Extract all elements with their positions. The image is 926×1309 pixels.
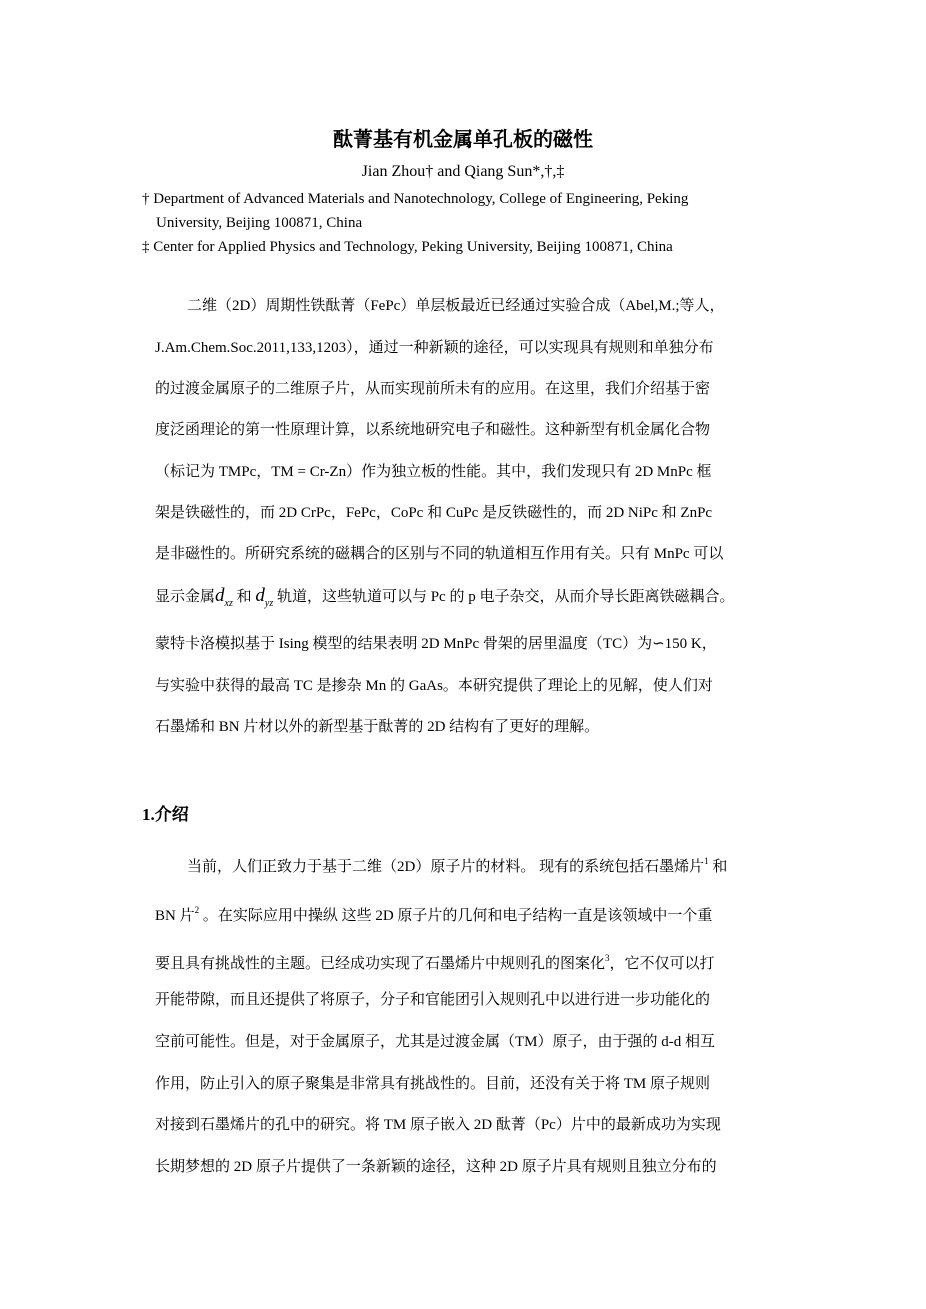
abstract-line: （标记为 TMPc，TM = Cr-Zn）作为独立板的性能。其中，我们发现只有 2D MnPc 框: [155, 464, 712, 480]
paper-title: 酞菁基有机金属单孔板的磁性: [333, 127, 593, 151]
affiliation-2: ‡ Center for Applied Physics and Technology, Peking University, Beijing 100871, China: [142, 239, 673, 255]
abstract-line: 架是铁磁性的，而 2D CrPc，FePc，CoPc 和 CuPc 是反铁磁性的，而 2D NiPc 和 ZnPc: [155, 505, 713, 521]
orbital-subscript-yz: yz: [264, 598, 274, 609]
intro-line: 对接到石墨烯片的孔中的研究。将 TM 原子嵌入 2D 酞菁（Pc）片中的最新成功为实现: [155, 1117, 721, 1133]
affiliation-1-line2: University, Beijing 100871, China: [156, 215, 363, 231]
citation-sup: 3: [605, 953, 610, 963]
citation-sup: 2: [194, 905, 200, 915]
intro-line: 长期梦想的 2D 原子片提供了一条新颖的途径，这种 2D 原子片具有规则且独立分布的: [155, 1159, 717, 1175]
abstract-line: 与实验中获得的最高 TC 是掺杂 Mn 的 GaAs。本研究提供了理论上的见解，使人们对: [155, 678, 713, 694]
abstract-line: 二维（2D）周期性铁酞菁（FePc）单层板最近已经通过实验合成（Abel,M.;等人，: [187, 298, 725, 314]
abstract-text: 显示金属: [155, 589, 216, 605]
abstract-line: 石墨烯和 BN 片材以外的新型基于酞菁的 2D 结构有了更好的理解。: [155, 719, 600, 735]
abstract-line-orbitals: [155, 586, 734, 614]
affiliation-1: [142, 187, 782, 235]
intro-line: [187, 851, 727, 877]
section-heading: 1.介绍: [142, 805, 189, 824]
abstract-line: 度泛函理论的第一性原理计算，以系统地研究电子和磁性。这种新型有机金属化合物: [155, 422, 711, 438]
affiliation-1-line1: † Department of Advanced Materials and Nanotechnology, College of Engineering, Peking: [142, 191, 689, 207]
abstract-text: 和: [232, 589, 256, 605]
abstract-line: J.Am.Chem.Soc.2011,133,1203），通过一种新颖的途径，可以实现具有规则和单独分布: [155, 340, 714, 356]
intro-text: BN 片: [155, 908, 195, 924]
author-line: Jian Zhou† and Qiang Sun*,†,‡: [361, 163, 565, 180]
citation-sup: 1: [704, 856, 709, 866]
orbital-subscript-xz: xz: [224, 598, 233, 609]
abstract-line: 蒙特卡洛模拟基于 Ising 模型的结果表明 2D MnPc 骨架的居里温度（TC）为∽150 K，: [155, 636, 717, 652]
intro-line: [155, 900, 712, 926]
intro-text: 当前，人们正致力于基于二维（2D）原子片的材料。 现有的系统包括石墨烯片: [187, 859, 705, 875]
intro-line: [155, 948, 715, 974]
abstract-line: 的过渡金属原子的二维原子片，从而实现前所未有的应用。在这里，我们介绍基于密: [155, 381, 711, 397]
intro-line: 作用，防止引入的原子聚集是非常具有挑战性的。目前，还没有关于将 TM 原子规则: [155, 1076, 711, 1092]
intro-line: 开能带隙，而且还提供了将原子，分子和官能团引入规则孔中以进行进一步功能化的: [155, 992, 711, 1008]
intro-line: 空前可能性。但是，对于金属原子，尤其是过渡金属（TM）原子，由于强的 d-d 相互: [155, 1034, 715, 1050]
d-orbital-symbol: d: [215, 585, 225, 606]
intro-text: ，它不仅可以打: [609, 956, 715, 972]
abstract-line: 是非磁性的。所研究系统的磁耦合的区别与不同的轨道相互作用有关。只有 MnPc 可以: [155, 546, 724, 562]
d-orbital-symbol: d: [255, 585, 265, 606]
abstract-text: 轨道，这些轨道可以与 Pc 的 p 电子杂交，从而介导长距离铁磁耦合。: [273, 589, 735, 605]
intro-text: 要且具有挑战性的主题。已经成功实现了石墨烯片中规则孔的图案化: [155, 956, 606, 972]
intro-text: 。在实际应用中操纵 这些 2D 原子片的几何和电子结构一直是该领域中一个重: [199, 908, 713, 924]
intro-text: 和: [708, 859, 728, 875]
